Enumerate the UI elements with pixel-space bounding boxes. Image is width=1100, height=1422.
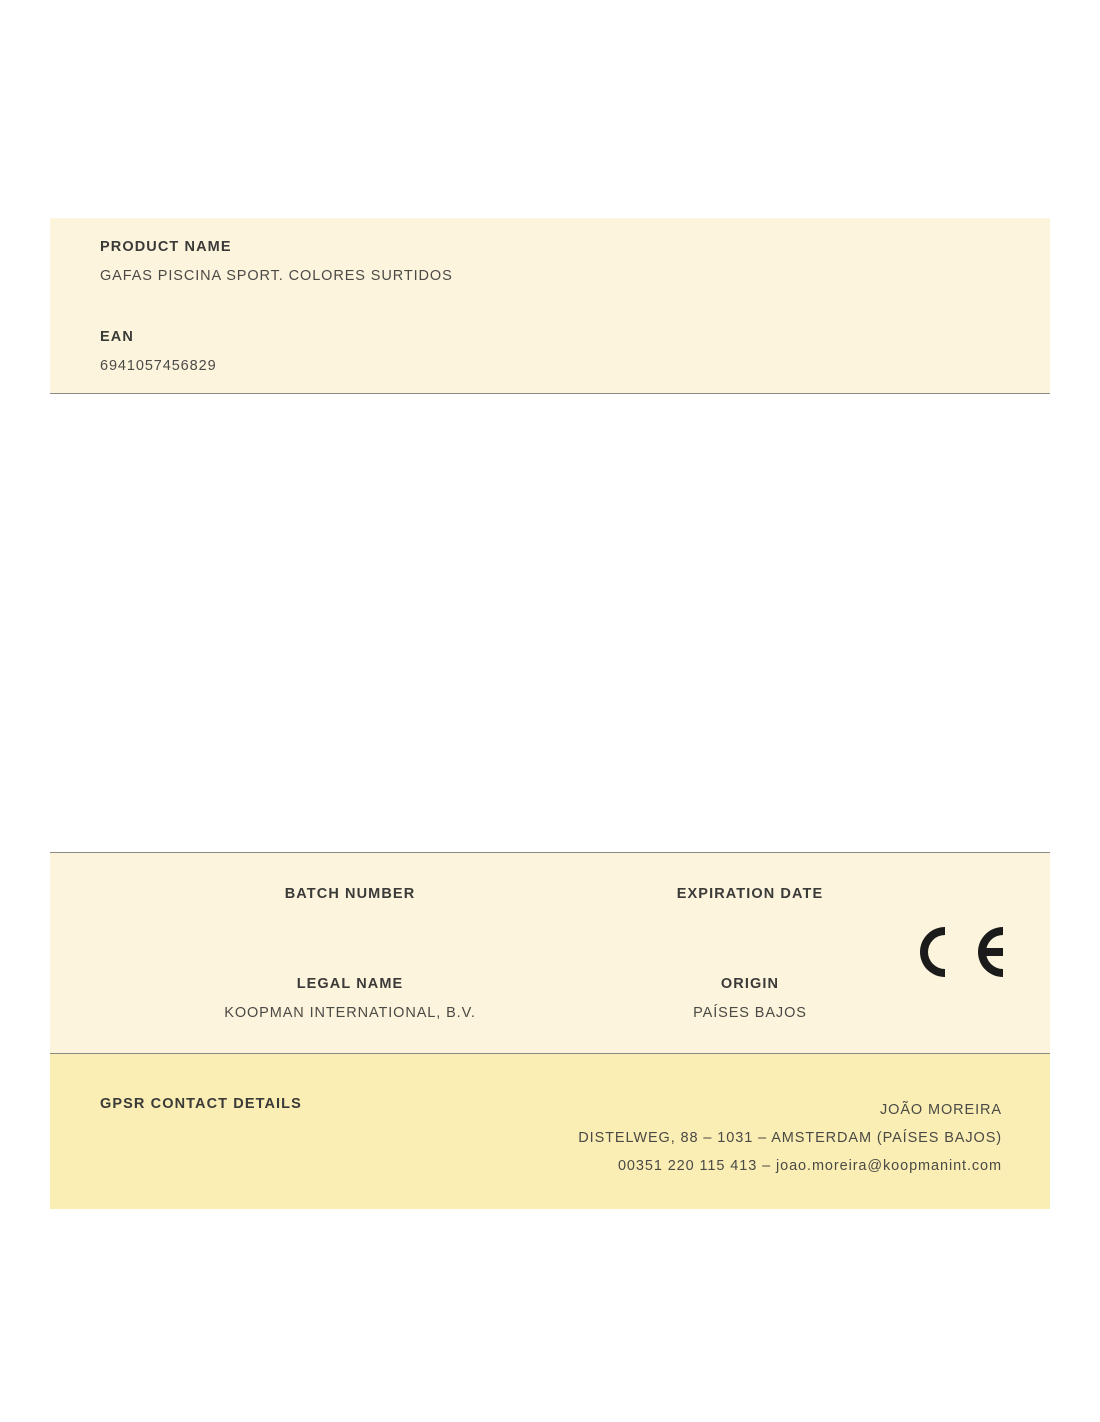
gpsr-contact-address: DISTELWEG, 88 – 1031 – AMSTERDAM (PAÍSES BAJOS) bbox=[578, 1130, 1002, 1146]
gpsr-contact-name: JOÃO MOREIRA bbox=[880, 1102, 1002, 1118]
gpsr-contact-title: GPSR CONTACT DETAILS bbox=[100, 1096, 302, 1112]
legal-name-value: KOOPMAN INTERNATIONAL, B.V. bbox=[224, 1005, 476, 1021]
gpsr-contact-block bbox=[50, 1054, 1050, 1209]
origin-label: ORIGIN bbox=[720, 976, 780, 992]
expiration-date-label: EXPIRATION DATE bbox=[676, 886, 824, 902]
ean-label: EAN bbox=[100, 329, 134, 345]
product-name-value: GAFAS PISCINA SPORT. COLORES SURTIDOS bbox=[100, 268, 453, 284]
gpsr-contact-phone-email: 00351 220 115 413 – joao.moreira@koopmanint.com bbox=[617, 1158, 1002, 1174]
origin-value: PAÍSES BAJOS bbox=[693, 1005, 807, 1021]
batch-number-label: BATCH NUMBER bbox=[284, 886, 416, 902]
legal-name-label: LEGAL NAME bbox=[296, 976, 404, 992]
blank-content-area bbox=[50, 394, 1050, 852]
compliance-info-block bbox=[50, 852, 1050, 1054]
product-info-block bbox=[50, 218, 1050, 394]
ean-value: 6941057456829 bbox=[100, 358, 217, 374]
ce-marking-icon bbox=[905, 921, 1005, 983]
gpsr-contact-details bbox=[578, 1096, 1002, 1180]
product-name-label: PRODUCT NAME bbox=[100, 239, 232, 255]
